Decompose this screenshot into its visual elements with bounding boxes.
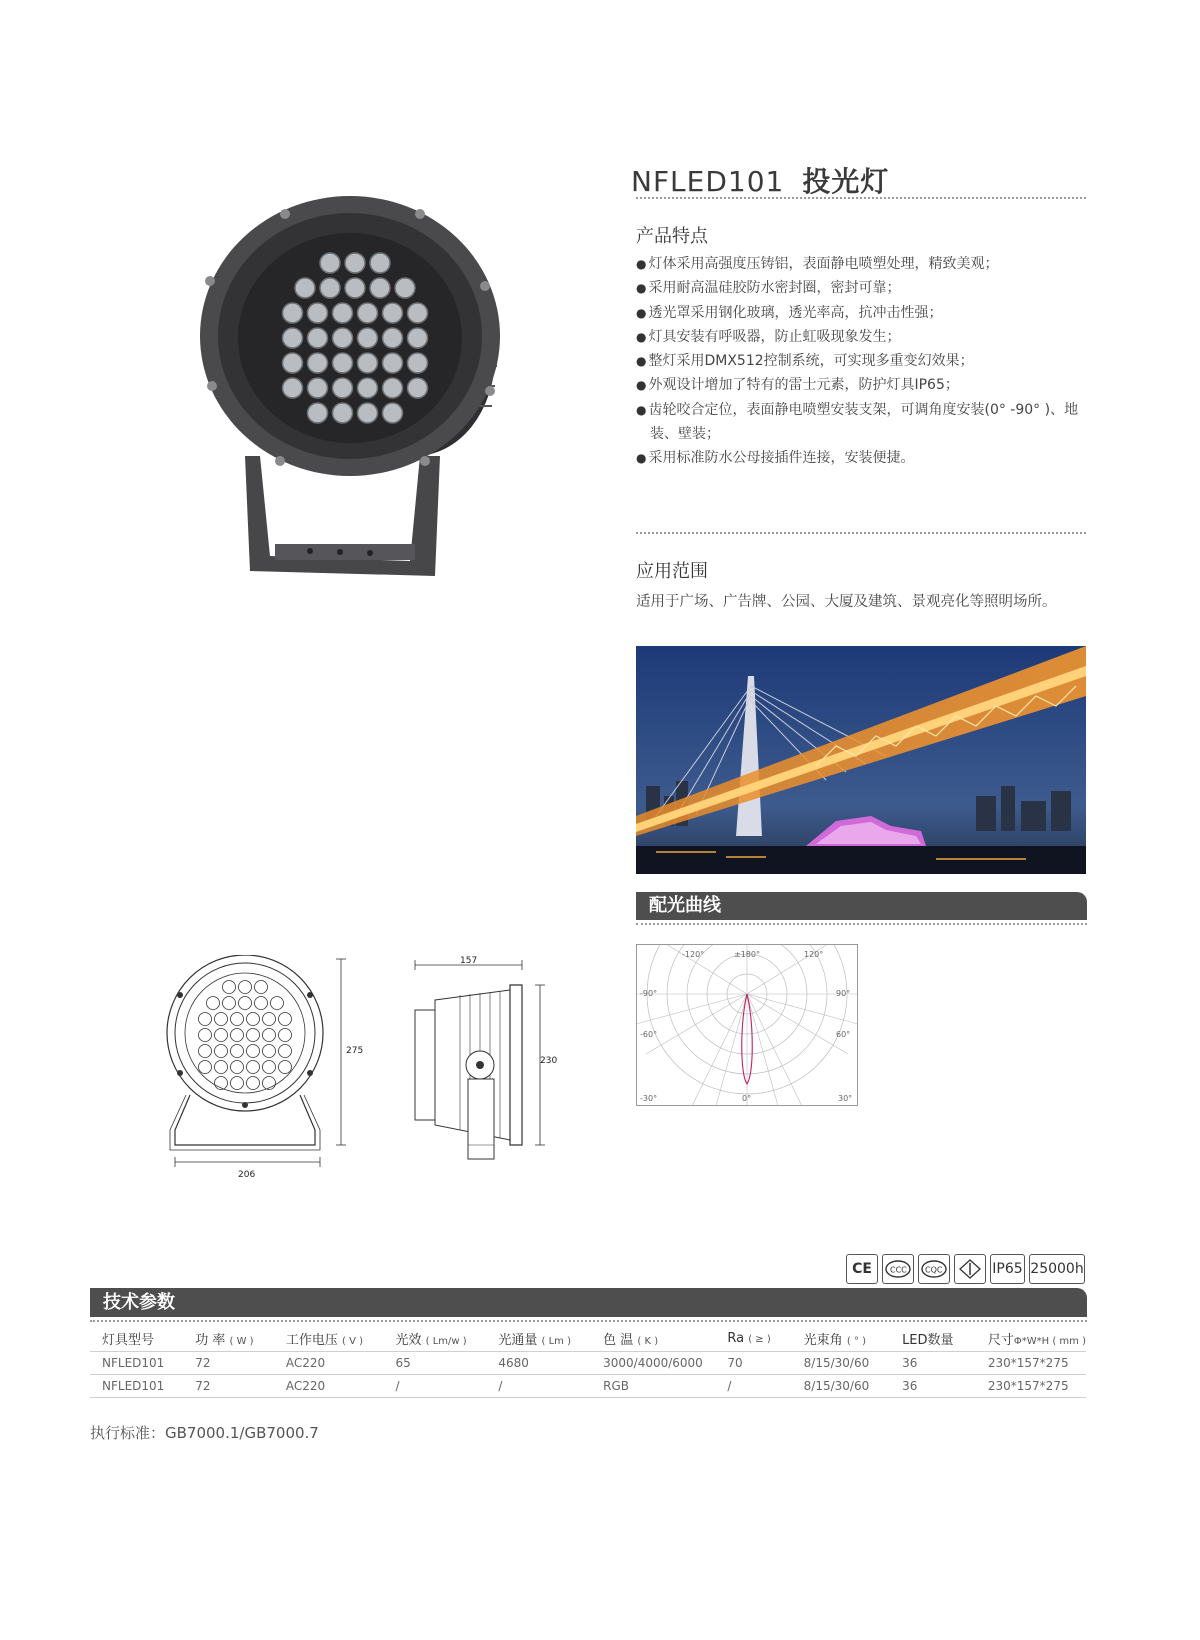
table-cell: 36 bbox=[890, 1375, 976, 1398]
table-cell: 36 bbox=[890, 1352, 976, 1375]
led-outline bbox=[239, 997, 252, 1010]
led-outline bbox=[279, 1029, 292, 1042]
front-width-dim: 206 bbox=[238, 1170, 256, 1180]
features-divider bbox=[636, 532, 1086, 534]
polar-label: -30° bbox=[640, 1094, 658, 1103]
led-lens bbox=[333, 328, 353, 348]
led-lens bbox=[383, 353, 403, 373]
polar-label: 90° bbox=[836, 989, 851, 998]
product-photo bbox=[190, 186, 530, 596]
led-lens bbox=[345, 278, 365, 298]
specs-divider bbox=[90, 1320, 1087, 1322]
led-outline bbox=[231, 1045, 244, 1058]
led-lens bbox=[358, 353, 378, 373]
led-outline bbox=[263, 1029, 276, 1042]
led-outline bbox=[199, 1061, 212, 1074]
polar-label: -90° bbox=[640, 989, 658, 998]
led-lens bbox=[333, 353, 353, 373]
feature-item: ● 整灯采用DMX512控制系统，可实现多重变幻效果； bbox=[636, 349, 1086, 373]
led-lens bbox=[283, 328, 303, 348]
front-height-dim: 275 bbox=[346, 1046, 364, 1056]
led-outline bbox=[215, 1061, 228, 1074]
led-outline bbox=[247, 1013, 260, 1026]
table-row bbox=[90, 1375, 1086, 1398]
led-lens bbox=[308, 378, 328, 398]
side-height-dim: 230 bbox=[540, 1056, 558, 1066]
led-outline bbox=[279, 1061, 292, 1074]
led-outline bbox=[255, 997, 268, 1010]
led-lens bbox=[333, 378, 353, 398]
polar-label: -60° bbox=[640, 1030, 658, 1039]
led-outline bbox=[223, 981, 236, 994]
table-cell: 72 bbox=[183, 1375, 274, 1398]
led-lens bbox=[308, 303, 328, 323]
feature-item: ● 灯具安装有呼吸器，防止虹吸现象发生； bbox=[636, 325, 1086, 349]
table-cell: RGB bbox=[591, 1375, 715, 1398]
led-lens bbox=[333, 303, 353, 323]
specs-header-row bbox=[90, 1325, 1086, 1352]
polar-label: 60° bbox=[836, 1030, 851, 1039]
ip65-label: IP65 bbox=[992, 1261, 1023, 1277]
led-outline bbox=[279, 1013, 292, 1026]
table-cell: 230*157*275 bbox=[976, 1352, 1086, 1375]
led-lens bbox=[308, 328, 328, 348]
led-lens bbox=[308, 353, 328, 373]
features-list bbox=[636, 252, 1086, 471]
column-header: 光效 ( Lm/w ) bbox=[395, 1332, 467, 1348]
table-cell: AC220 bbox=[274, 1352, 384, 1375]
led-outline bbox=[263, 1061, 276, 1074]
led-outline bbox=[199, 1013, 212, 1026]
specs-heading: 技术参数 bbox=[103, 1292, 175, 1313]
led-outline bbox=[215, 1013, 228, 1026]
led-outline bbox=[231, 1029, 244, 1042]
product-title bbox=[631, 160, 889, 200]
table-cell: NFLED101 bbox=[90, 1352, 183, 1375]
column-header: 光束角 ( ° ) bbox=[803, 1332, 866, 1348]
application-text: 适用于广场、广告牌、公园、大厦及建筑、景观亮化等照明场所。 bbox=[636, 594, 1057, 610]
led-lens bbox=[408, 328, 428, 348]
table-row bbox=[90, 1352, 1086, 1375]
led-lens bbox=[358, 328, 378, 348]
led-lens bbox=[358, 378, 378, 398]
led-lens bbox=[283, 303, 303, 323]
polar-light-curve bbox=[636, 944, 858, 1106]
class-mark-icon bbox=[954, 1254, 986, 1284]
polar-label: 0° bbox=[742, 1094, 752, 1103]
led-outline bbox=[231, 1013, 244, 1026]
led-lens bbox=[383, 328, 403, 348]
led-outline bbox=[263, 1013, 276, 1026]
ccc-label: CCC bbox=[890, 1265, 907, 1275]
cqc-mark-icon bbox=[918, 1254, 950, 1284]
ce-label: CE bbox=[852, 1261, 872, 1277]
column-header: LED数量 bbox=[902, 1332, 954, 1348]
application-heading: 应用范围 bbox=[636, 561, 708, 582]
led-outline bbox=[207, 997, 220, 1010]
product-name: 投光灯 bbox=[802, 165, 890, 198]
feature-item: ● 采用标准防水公母接插件连接，安装便捷。 bbox=[636, 446, 1086, 470]
features-heading: 产品特点 bbox=[636, 226, 708, 247]
led-lens bbox=[345, 253, 365, 273]
led-outline bbox=[247, 1077, 260, 1090]
feature-item: ● 齿轮咬合定位，表面静电喷塑安装支架，可调角度安装(0° -90° )、地装、壁装； bbox=[636, 398, 1086, 447]
led-lens bbox=[295, 278, 315, 298]
table-cell: 3000/4000/6000 bbox=[591, 1352, 715, 1375]
led-lens bbox=[308, 403, 328, 423]
led-outline bbox=[263, 1077, 276, 1090]
side-view-drawing bbox=[410, 955, 560, 1185]
column-header: 色 温 ( K ) bbox=[603, 1332, 659, 1348]
led-outline bbox=[263, 1045, 276, 1058]
polar-label: 30° bbox=[838, 1094, 853, 1103]
led-lens bbox=[283, 378, 303, 398]
table-cell: / bbox=[383, 1375, 486, 1398]
feature-item: ● 采用耐高温硅胶防水密封圈，密封可靠； bbox=[636, 276, 1086, 300]
column-header: 工作电压 ( V ) bbox=[285, 1332, 364, 1348]
column-header: 尺寸Φ*W*H ( mm ) bbox=[987, 1332, 1086, 1348]
table-cell: 65 bbox=[383, 1352, 486, 1375]
led-lens bbox=[358, 303, 378, 323]
led-lens bbox=[395, 278, 415, 298]
led-outline bbox=[231, 1077, 244, 1090]
led-lens bbox=[333, 403, 353, 423]
standard-note: 执行标准：GB7000.1/GB7000.7 bbox=[90, 1424, 319, 1442]
feature-item: ● 透光罩采用钢化玻璃，透光率高，抗冲击性强； bbox=[636, 301, 1086, 325]
polar-label: -120° bbox=[682, 950, 705, 959]
lifetime-badge bbox=[1029, 1254, 1085, 1284]
column-header: 光通量 ( Lm ) bbox=[498, 1332, 572, 1348]
front-view-drawing bbox=[160, 955, 370, 1185]
table-cell: 72 bbox=[183, 1352, 274, 1375]
led-outline bbox=[215, 1077, 228, 1090]
side-depth-dim: 157 bbox=[460, 956, 478, 966]
title-divider bbox=[636, 197, 1086, 199]
led-outline bbox=[271, 997, 284, 1010]
led-lens bbox=[320, 253, 340, 273]
led-outline bbox=[215, 1029, 228, 1042]
table-cell: 230*157*275 bbox=[976, 1375, 1086, 1398]
led-outline bbox=[247, 1061, 260, 1074]
light-curve-bar bbox=[636, 892, 1087, 920]
led-outline bbox=[279, 1045, 292, 1058]
ccc-mark-icon bbox=[882, 1254, 914, 1284]
led-lens bbox=[383, 378, 403, 398]
table-cell: / bbox=[486, 1375, 591, 1398]
led-outline bbox=[199, 1045, 212, 1058]
led-outline bbox=[239, 981, 252, 994]
table-cell: 8/15/30/60 bbox=[792, 1352, 890, 1375]
column-header: Ra ( ≥ ) bbox=[727, 1330, 771, 1346]
feature-item: ● 灯体采用高强度压铸铝，表面静电喷塑处理，精致美观； bbox=[636, 252, 1086, 276]
bridge-photo bbox=[636, 646, 1086, 874]
polar-label: 120° bbox=[804, 950, 824, 959]
led-outline bbox=[215, 1045, 228, 1058]
table-cell: 4680 bbox=[486, 1352, 591, 1375]
led-lens bbox=[408, 303, 428, 323]
table-cell: / bbox=[715, 1375, 791, 1398]
ce-mark-icon bbox=[846, 1254, 878, 1284]
led-lens bbox=[383, 303, 403, 323]
led-outline bbox=[247, 1045, 260, 1058]
light-curve-heading: 配光曲线 bbox=[649, 895, 721, 916]
column-header: 功 率 ( W ) bbox=[195, 1332, 254, 1348]
light-curve-divider bbox=[636, 923, 1087, 925]
led-lens bbox=[370, 278, 390, 298]
led-lens bbox=[408, 378, 428, 398]
cqc-label: CQC bbox=[925, 1265, 943, 1275]
table-cell: 70 bbox=[715, 1352, 791, 1375]
table-cell: NFLED101 bbox=[90, 1375, 183, 1398]
led-lens bbox=[320, 278, 340, 298]
led-lens bbox=[370, 253, 390, 273]
specs-table bbox=[90, 1325, 1086, 1398]
led-lens bbox=[408, 353, 428, 373]
led-outline bbox=[199, 1029, 212, 1042]
ip65-badge bbox=[990, 1254, 1025, 1284]
polar-label: ±180° bbox=[734, 950, 760, 959]
led-lens bbox=[383, 403, 403, 423]
led-outline bbox=[231, 1061, 244, 1074]
table-cell: AC220 bbox=[274, 1375, 384, 1398]
specs-bar bbox=[90, 1288, 1087, 1317]
column-header: 灯具型号 bbox=[102, 1332, 155, 1348]
feature-item: ● 外观设计增加了特有的雷士元素，防护灯具IP65； bbox=[636, 373, 1086, 397]
led-lens bbox=[358, 403, 378, 423]
lifetime-label: 25000h bbox=[1030, 1261, 1084, 1277]
table-cell: 8/15/30/60 bbox=[792, 1375, 890, 1398]
led-outline bbox=[247, 1029, 260, 1042]
certification-row bbox=[846, 1254, 1085, 1284]
led-outline bbox=[255, 981, 268, 994]
led-lens bbox=[283, 353, 303, 373]
model-number: NFLED101 bbox=[631, 165, 785, 198]
led-outline bbox=[223, 997, 236, 1010]
